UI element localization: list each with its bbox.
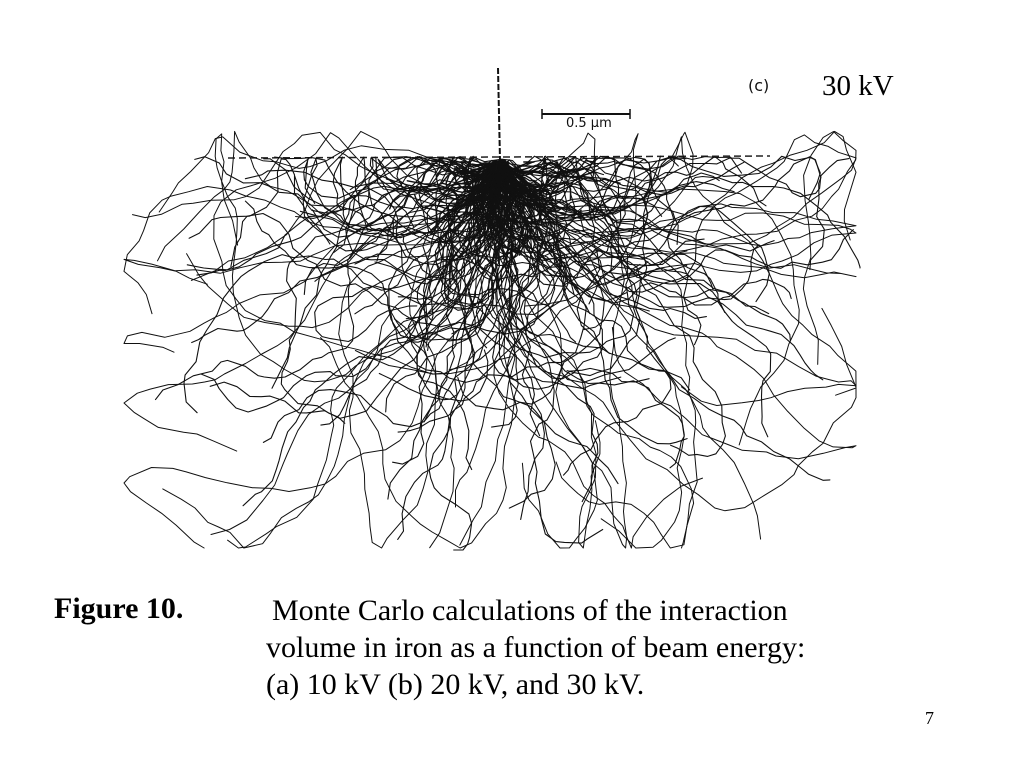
page-number: 7 bbox=[925, 708, 934, 728]
incident-beam bbox=[498, 68, 500, 160]
figure-caption-label: Figure 10. bbox=[54, 592, 184, 625]
trajectory-paths bbox=[124, 131, 860, 550]
panel-letter: (c) bbox=[748, 76, 770, 95]
caption-line: (a) 10 kV (b) 20 kV, and 30 kV. bbox=[266, 668, 645, 701]
trajectory-path bbox=[496, 189, 800, 445]
trajectory-path bbox=[228, 227, 513, 548]
figure-caption-text bbox=[266, 592, 986, 703]
electron-trajectory-figure bbox=[110, 60, 870, 560]
voltage-label: 30 kV bbox=[822, 70, 894, 102]
caption-line: volume in iron as a function of beam energy: bbox=[266, 631, 806, 664]
scale-bar-label: 0.5 µm bbox=[566, 116, 612, 131]
caption-line: Monte Carlo calculations of the interaction bbox=[272, 594, 788, 627]
trajectory-path bbox=[494, 216, 703, 548]
